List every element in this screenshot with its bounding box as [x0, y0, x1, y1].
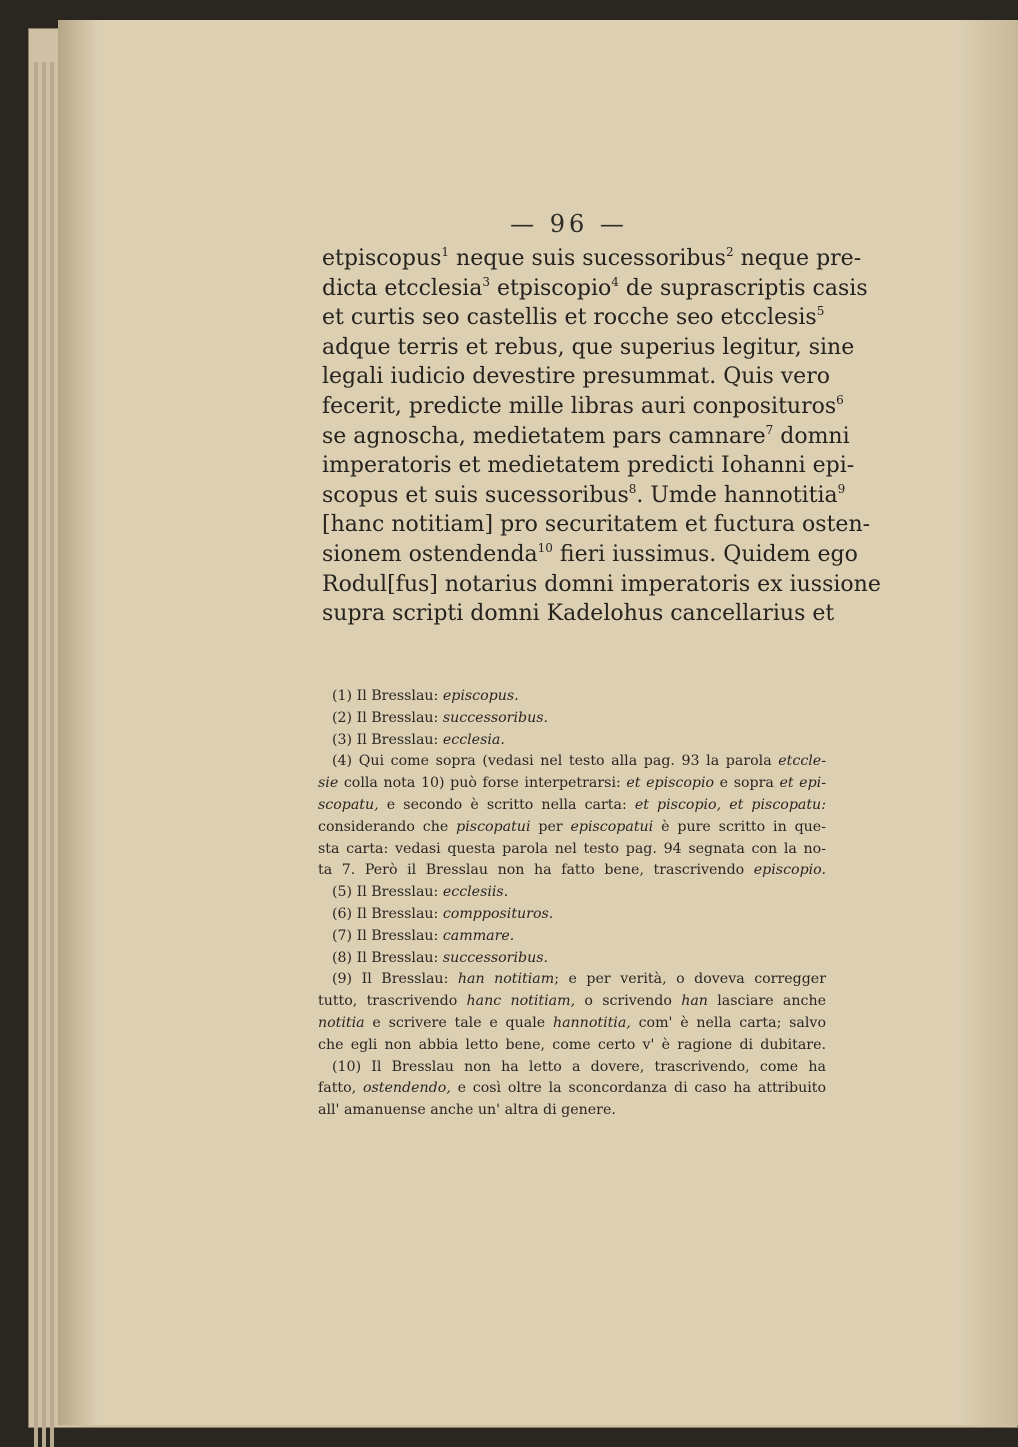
page-edge	[50, 62, 54, 1447]
footnote-marker: 4	[611, 274, 619, 289]
text-span: (3) Il Bresslau:	[332, 731, 443, 748]
text-span: etpiscopio	[490, 275, 612, 301]
text-span: dicta etcclesia	[322, 275, 483, 301]
italic-citation: ecclesiis.	[442, 884, 509, 901]
footnote-line	[318, 751, 826, 773]
text-span: e secondo è scritto nella carta:	[378, 796, 635, 813]
text-span: ; e per verità, o doveva corregger	[554, 971, 826, 988]
footnote-line	[318, 991, 826, 1013]
italic-citation: episcopus.	[442, 688, 519, 704]
footnote-marker: 7	[765, 422, 774, 437]
italic-citation: etccle-	[778, 753, 826, 770]
italic-citation: hannotitia,	[552, 1014, 631, 1031]
text-span: sionem ostendenda	[322, 541, 538, 567]
text-line	[322, 274, 868, 304]
text-line	[322, 451, 855, 481]
footnote-line	[318, 795, 826, 817]
footnote-marker: 8	[628, 481, 637, 496]
footnote-line	[318, 708, 826, 730]
text-span: Rodul[fus] notarius domni imperatoris ex iussione	[322, 571, 881, 597]
text-span: (10) Il Bresslau non ha letto a dovere, trascrivendo, come ha	[332, 1058, 826, 1075]
italic-citation: et episcopio	[626, 775, 715, 792]
italic-citation: et piscopio, et piscopatu:	[634, 796, 826, 813]
text-span: (6) Il Bresslau:	[332, 905, 443, 922]
page-number: — 96 —	[510, 210, 628, 238]
footnote-line	[318, 817, 826, 839]
text-span: (4) Qui come sopra (vedasi nel testo alla pag. 93 la parola	[332, 753, 779, 770]
italic-citation: cammare.	[442, 927, 515, 944]
text-line	[322, 244, 862, 274]
text-span: neque suis sucessoribus	[449, 246, 726, 271]
footnote-line	[318, 926, 826, 948]
text-span: tutto, trascrivendo	[318, 993, 467, 1010]
page-edge	[34, 62, 38, 1447]
italic-citation: ostendendo,	[362, 1080, 451, 1097]
italic-citation: sie	[318, 775, 339, 792]
text-span: domni	[773, 423, 850, 449]
text-line	[322, 333, 855, 363]
text-span: all' amanuense anche un' altra di genere.	[318, 1102, 616, 1119]
text-line	[322, 362, 830, 392]
footnote-line	[318, 686, 826, 708]
footnote-marker: 10	[537, 540, 553, 555]
text-span: [hanc notitiam] pro securitatem et fuctura osten-	[322, 512, 871, 538]
italic-citation: successoribus.	[442, 949, 548, 966]
text-span: scopus et suis sucessoribus	[322, 482, 629, 508]
text-span: . Umde hannotitia	[636, 482, 838, 508]
text-span: (2) Il Bresslau:	[332, 709, 443, 726]
text-span: fatto,	[318, 1080, 363, 1097]
text-span: et curtis seo castellis et rocche seo etcclesis	[322, 305, 817, 331]
footnote-marker: 6	[836, 392, 844, 407]
italic-citation: compposituros.	[442, 905, 554, 922]
footnote-line	[318, 1057, 826, 1079]
footnote-line	[318, 1035, 826, 1057]
text-span: com' è nella carta; salvo	[630, 1014, 826, 1031]
text-span: legali iudicio devestire presummat. Quis vero	[322, 364, 830, 390]
text-span: che egli non abbia letto bene, come certo v' è ragione di dubitare.	[318, 1036, 826, 1053]
footnote-marker: 5	[816, 304, 825, 319]
text-span: (9) Il Bresslau:	[332, 971, 458, 988]
footnote-marker: 3	[482, 274, 491, 289]
text-span: ta 7. Però il Bresslau non ha fatto bene, trascrivendo	[318, 862, 754, 879]
text-line	[322, 599, 835, 629]
text-span: se agnoscha, medietatem pars camnare	[322, 423, 766, 449]
footnote-line	[318, 1013, 826, 1035]
text-span: (5) Il Bresslau:	[332, 884, 443, 901]
italic-citation: piscopatui	[456, 818, 531, 835]
text-span: colla nota 10) può forse interpetrarsi:	[338, 775, 627, 792]
italic-citation: han notitiam	[457, 971, 555, 988]
text-span: supra scripti domni Kadelohus cancellarius et	[322, 601, 835, 627]
text-span: de suprascriptis casis	[618, 275, 868, 301]
text-line	[322, 570, 881, 600]
italic-citation: episcopatui	[570, 818, 654, 835]
text-span: (7) Il Bresslau:	[332, 927, 443, 944]
text-line	[322, 422, 850, 452]
italic-citation: ecclesia.	[442, 731, 505, 748]
footnote-line	[318, 904, 826, 926]
footnote-line	[318, 882, 826, 904]
footnotes-block	[318, 686, 826, 1122]
italic-citation: han	[681, 993, 708, 1010]
text-span: (1) Il Bresslau:	[332, 688, 443, 704]
text-line	[322, 540, 858, 570]
text-span: imperatoris et medietatem predicti Iohanni epi-	[322, 453, 855, 479]
text-line	[322, 303, 825, 333]
italic-citation: hanc notitiam,	[466, 993, 576, 1010]
text-line	[322, 510, 871, 540]
text-span: considerando che	[318, 818, 457, 835]
italic-citation: et epi-	[779, 775, 826, 792]
text-span: o scrivendo	[575, 993, 682, 1010]
text-span: etpiscopus	[322, 246, 442, 271]
text-span: lasciare anche	[707, 993, 826, 1010]
footnote-line	[318, 969, 826, 991]
footnote-marker: 9	[837, 481, 846, 496]
text-line	[322, 392, 844, 422]
text-span: fieri iussimus. Quidem ego	[552, 541, 858, 567]
footnote-line	[318, 839, 826, 861]
footnote-line	[318, 730, 826, 752]
text-span: neque pre-	[733, 246, 862, 271]
text-span: e sopra	[714, 775, 780, 792]
italic-citation: scopatu,	[318, 796, 379, 813]
main-text-block	[322, 244, 881, 629]
text-span: fecerit, predicte mille libras auri conposituros	[322, 393, 837, 419]
text-line	[322, 481, 846, 511]
footnote-marker: 1	[441, 245, 450, 259]
italic-citation: notitia	[318, 1014, 365, 1031]
footnote-marker: 2	[725, 245, 734, 259]
text-span: sta carta: vedasi questa parola nel testo pag. 94 segnata con la no-	[318, 840, 826, 857]
text-span: e così oltre la sconcordanza di caso ha attribuito	[450, 1080, 826, 1097]
text-span: è pure scritto in que-	[653, 818, 827, 835]
text-span: per	[530, 818, 571, 835]
text-span: e scrivere tale e quale	[364, 1014, 553, 1031]
page-edge	[42, 62, 46, 1447]
footnote-line	[318, 1100, 826, 1122]
footnote-line	[318, 1078, 826, 1100]
footnote-line	[318, 773, 826, 795]
italic-citation: episcopio.	[753, 862, 826, 879]
footnote-line	[318, 860, 826, 882]
italic-citation: successoribus.	[442, 709, 548, 726]
text-span: adque terris et rebus, que superius legitur, sine	[322, 334, 855, 360]
footnote-line	[318, 948, 826, 970]
text-span: (8) Il Bresslau:	[332, 949, 443, 966]
